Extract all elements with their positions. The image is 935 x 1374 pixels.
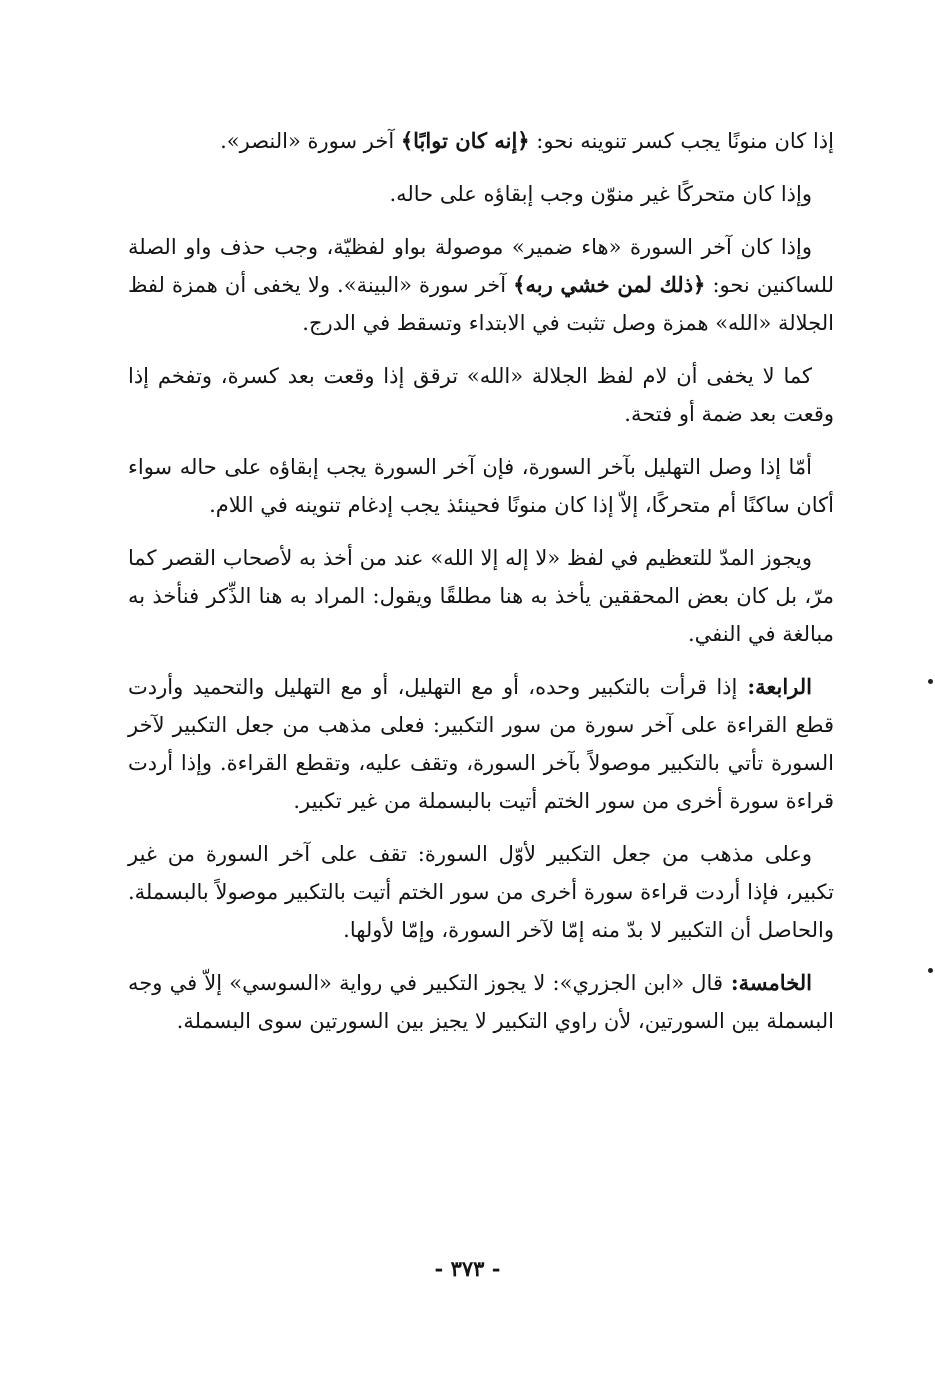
paragraph-text: كما لا يخفى أن لام لفظ الجلالة «الله» ترقق إذا وقعت بعد كسرة، وتفخم إذا وقعت بعد ضمة أو فتحة. (128, 364, 834, 426)
body-text (128, 122, 834, 1055)
paragraph-text: وعلى مذهب من جعل التكبير لأوّل السورة: تقف على آخر السورة من غير تكبير، فإذا أردت قراءة سورة أخرى من سور الختم أتيت بالتكبير موصولاً بالبسملة. والحاصل أن التكبير لا بدّ منه إمّا لآخر السورة، وإمّا لأولها. (128, 842, 834, 942)
quran-verse: ﴿إنه كان توابًا﴾ (400, 128, 530, 153)
section-heading: الخامسة: (723, 970, 812, 995)
paragraph-text: إذا كان منونًا يجب كسر تنوينه نحو: (529, 129, 834, 153)
paragraph-text: أمّا إذا وصل التهليل بآخر السورة، فإن آخر السورة يجب إبقاؤه على حاله سواء أكان ساكنًا أم متحركًا، إلاّ إذا كان منونًا فحينئذ يجب إدغام تنوينه في اللام. (128, 455, 834, 517)
paragraph-text: إذا قرأت بالتكبير وحده، أو مع التهليل، أو مع التهليل والتحميد وأردت قطع القراءة على آخر سورة من سور التكبير: فعلى مذهب من جعل التكبير لآخر السورة تأتي بالتكبير موصولاً بآخر السورة، وتقف عليه، وتقطع القراءة. وإذا أردت قراءة سورة أخرى من سور الختم أتيت بالبسملة من غير تكبير. (128, 675, 834, 813)
margin-mark (928, 679, 933, 684)
paragraph (128, 835, 834, 949)
section-heading: الرابعة: (737, 674, 812, 699)
paragraph-text: آخر سورة «النصر». (220, 129, 401, 153)
paragraph (128, 175, 834, 213)
paragraph (128, 539, 834, 653)
paragraph (128, 448, 834, 524)
quran-verse: ﴿ذلك لمن خشي ربه﴾ (513, 272, 706, 297)
paragraph (128, 964, 834, 1040)
paragraph-text: آخر سورة «البينة». ولا يخفى أن همزة لفظ الجلالة «الله» همزة وصل تثبت في الابتداء وتسقط في الدرج. (128, 273, 834, 335)
paragraph-text: ويجوز المدّ للتعظيم في لفظ «لا إله إلا الله» عند من أخذ به لأصحاب القصر كما مرّ، بل كان بعض المحققين يأخذ به هنا مطلقًا ويقول: المراد به هنا الذِّكر فنأخذ به مبالغة في النفي. (128, 546, 834, 646)
page-number: - ٣٧٣ - (434, 1256, 501, 1281)
paragraph (128, 122, 834, 160)
paragraph (128, 228, 834, 342)
margin-mark (928, 968, 933, 973)
paragraph-text: قال «ابن الجزري»: لا يجوز التكبير في رواية «السوسي» إلاّ في وجه البسملة بين السورتين، لأن راوي التكبير لا يجيز بين السورتين سوى البسملة. (128, 971, 834, 1033)
paragraph (128, 357, 834, 433)
paragraph-text: وإذا كان آخر السورة «هاء ضمير» موصولة بواو لفظيّة، وجب حذف واو الصلة للساكنين نحو: (128, 235, 834, 297)
paragraph-text: وإذا كان متحركًا غير منوّن وجب إبقاؤه على حاله. (389, 182, 812, 206)
paragraph (128, 668, 834, 820)
